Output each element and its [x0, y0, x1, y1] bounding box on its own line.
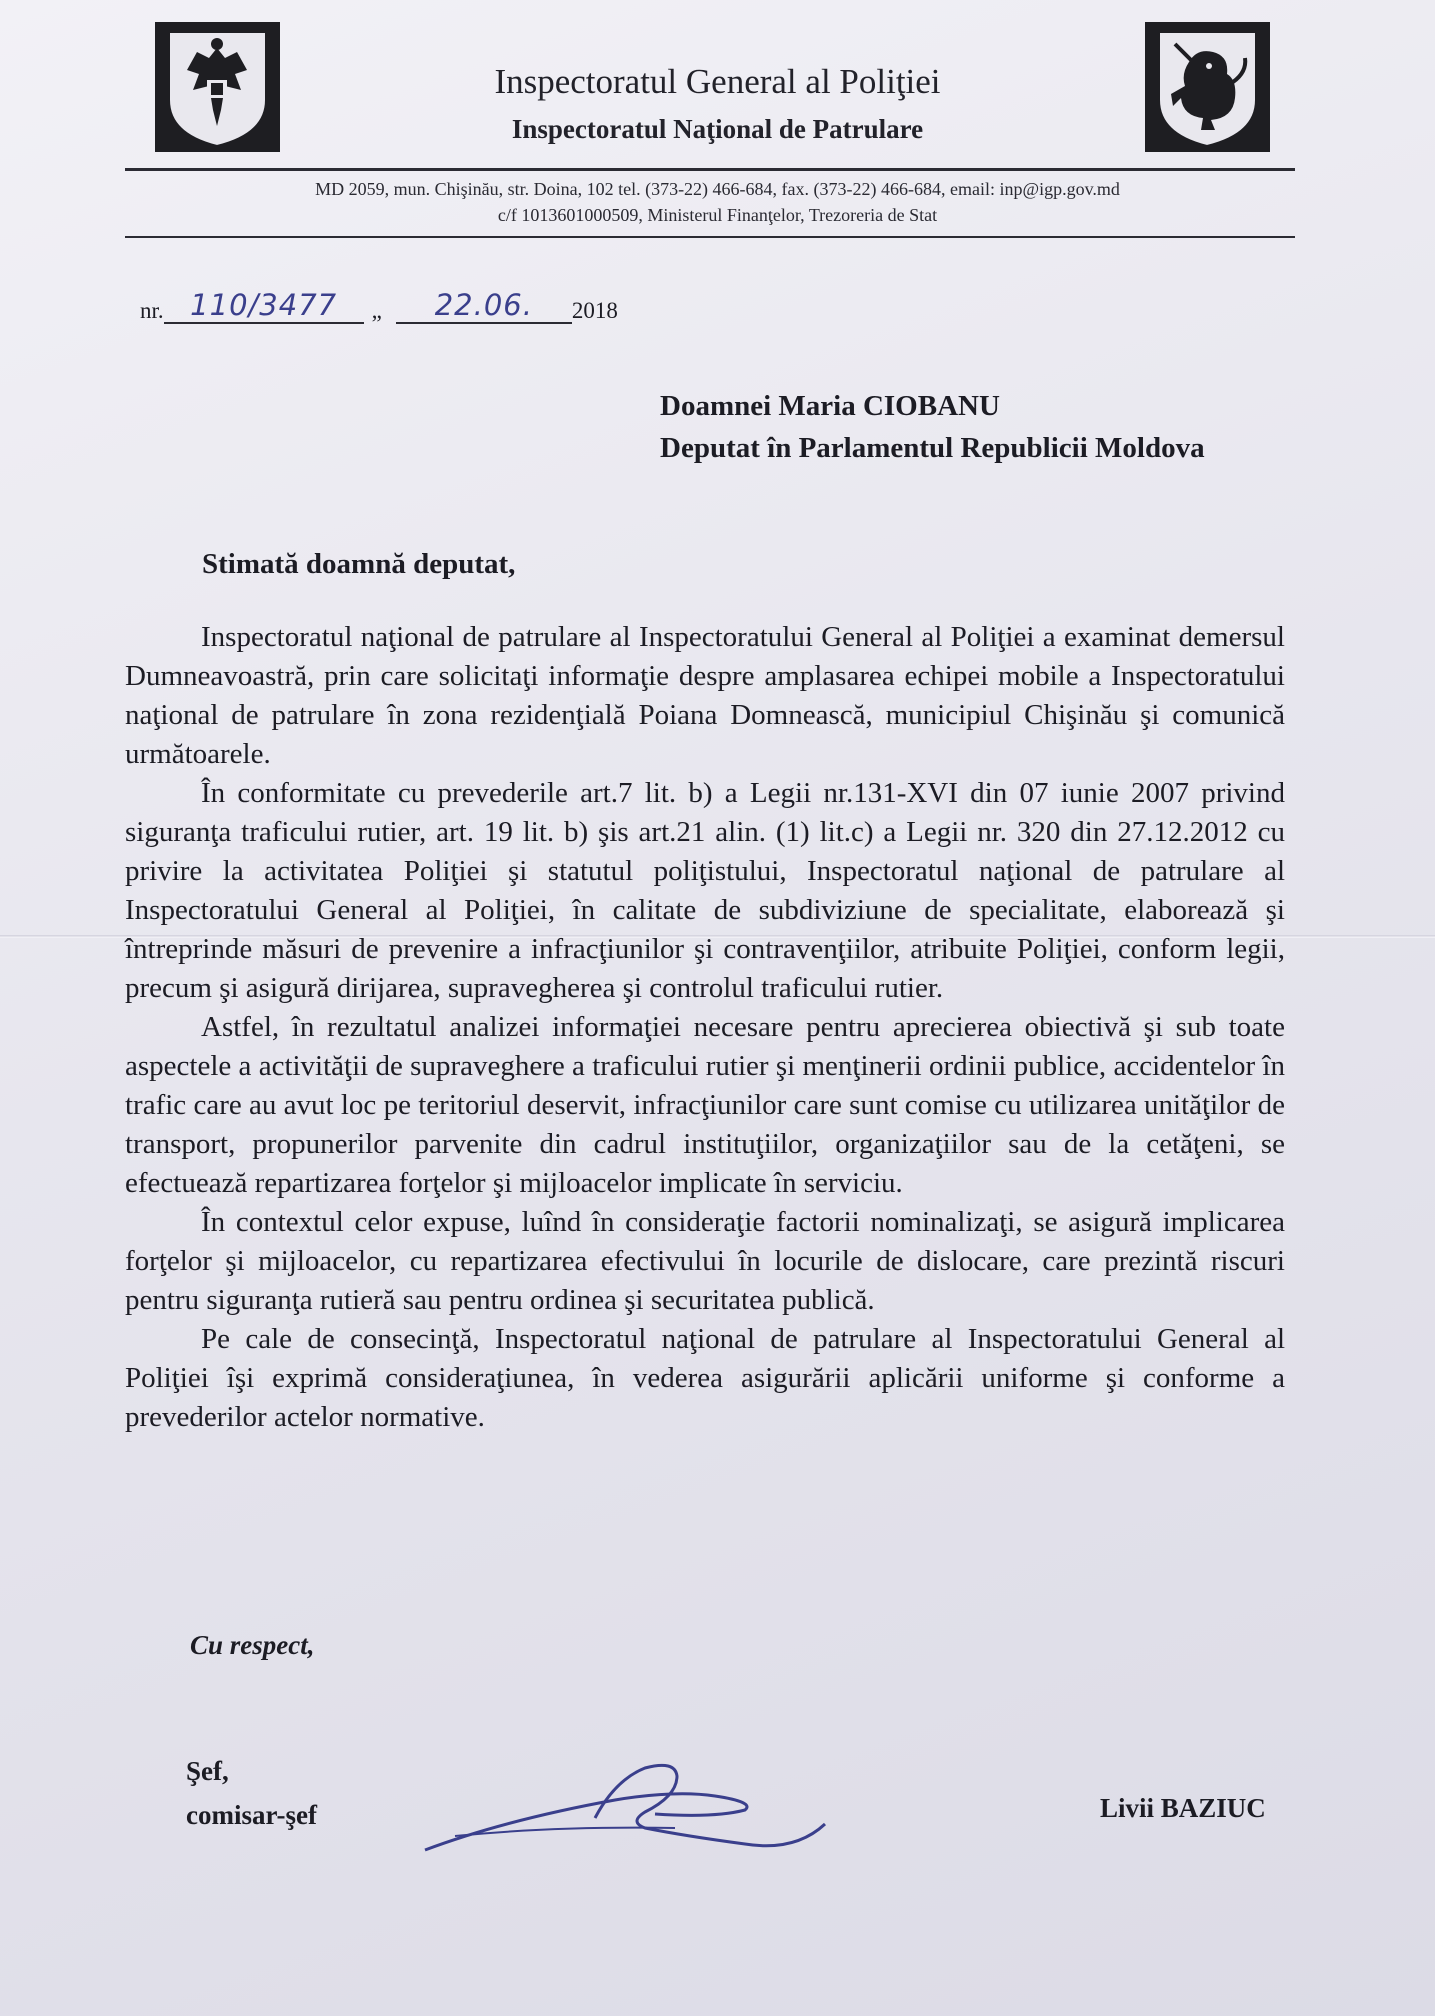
recipient-name: Doamnei Maria CIOBANU	[660, 390, 1000, 422]
header-address	[0, 176, 1435, 228]
handwritten-signature	[415, 1740, 835, 1880]
header-divider-bottom	[125, 236, 1295, 238]
body-paragraph: Inspectoratul naţional de patrulare al Inspectoratului General al Poliţiei a examinat demersul Dumneavoastră, prin care solicitaţi informaţie despre amplasarea echipei mobile a Inspectoratului naţional de patrulare în zona rezidenţială Poiana Domnească, municipiul Chişinău şi comunică următoarele.	[125, 621, 1285, 770]
institution-title: Inspectoratul General al Poliţiei	[494, 62, 941, 101]
quote-mark: „	[371, 298, 382, 323]
salutation: Stimată doamnă deputat,	[202, 548, 516, 580]
recipient-block	[660, 385, 1205, 469]
header-divider	[125, 168, 1295, 171]
recipient-title: Deputat în Parlamentul Republicii Moldova	[660, 432, 1205, 464]
registration-prefix: nr.	[140, 298, 164, 323]
signer-name: Livii BAZIUC	[1100, 1793, 1266, 1823]
signer-position: Şef,	[186, 1756, 229, 1786]
body-paragraph: Pe cale de consecinţă, Inspectoratul naţional de patrulare al Inspectoratului General al Poliţiei îşi exprimă consideraţiunea, în vederea asigurării aplicării uniforme şi conforme a prevederilor actelor normative.	[125, 1323, 1285, 1433]
registration-date: 22.06.	[396, 288, 572, 324]
registration-year: 2018	[571, 298, 618, 323]
registration-line	[140, 288, 618, 324]
registration-number: 110/3477	[164, 288, 364, 324]
body-paragraph: În conformitate cu prevederile art.7 lit. b) a Legii nr.131-XVI din 07 iunie 2007 privind siguranţa traficului rutier, art. 19 lit. b) şis art.21 alin. (1) lit.c) a Legii nr. 320 din 27.12.2012 cu privire la activitatea Poliţiei şi statutul poliţistului, Inspectoratul naţional de patrulare al Inspectoratului General al Poliţiei, în calitate de subdiviziune de specialitate, elaborează şi întreprinde măsuri de prevenire a infracţiunilor şi contravenţiilor, atribuite Poliţiei, conform legii, precum şi asigură dirijarea, supravegherea şi controlul traficului rutier.	[125, 777, 1285, 1004]
signer-block	[186, 1749, 317, 1837]
address-line: MD 2059, mun. Chişinău, str. Doina, 102 tel. (373-22) 466-684, fax. (373-22) 466-684, email: inp@igp.gov.md	[315, 179, 1120, 199]
body-paragraph: Astfel, în rezultatul analizei informaţiei necesare pentru aprecierea obiectivă şi sub toate aspectele a activităţii de supraveghere a traficului rutier şi menţinerii ordinii publice, accidentelor în trafic care au avut loc pe teritoriul deservit, infracţiunilor care sunt comise cu utilizarea unităţilor de transport, propunerilor parvenite din cadrul instituţiilor, organizaţiilor sau de la cetăţeni, se efectuează repartizarea forţelor şi mijloacelor implicate în serviciu.	[125, 1011, 1285, 1199]
fiscal-line: c/f 1013601000509, Ministerul Finanţelor, Trezoreria de Stat	[497, 205, 938, 225]
body-paragraph: În contextul celor expuse, luînd în consideraţie factorii nominalizaţi, se asigură implicarea forţelor şi mijloacelor, cu repartizarea efectivului în locurile de dislocare, care prezintă riscuri pentru siguranţa rutieră sau pentru ordinea şi securitatea publică.	[125, 1206, 1285, 1316]
closing: Cu respect,	[190, 1630, 315, 1660]
institution-subtitle: Inspectoratul Naţional de Patrulare	[511, 114, 924, 144]
signer-rank: comisar-şef	[186, 1800, 317, 1830]
letter-body	[125, 618, 1285, 1437]
